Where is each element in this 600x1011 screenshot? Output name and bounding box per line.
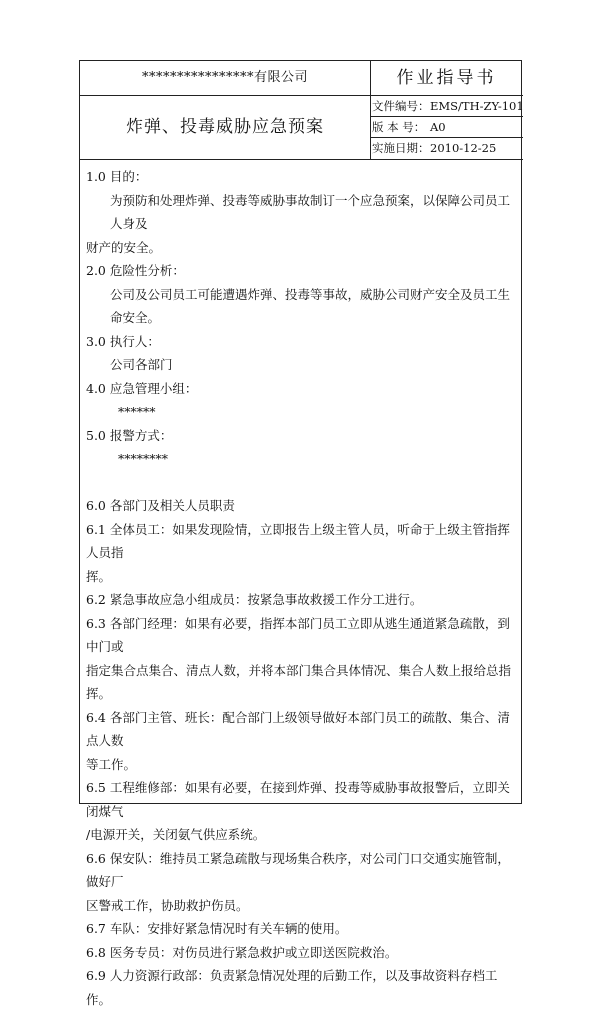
document-type: 作业指导书 — [396, 68, 497, 88]
version-value: A0 — [430, 120, 446, 134]
document-frame — [79, 60, 524, 1007]
section-5-title: 5.0 报警方式： — [86, 427, 173, 443]
section-1-text-cont: 财产的安全。 — [86, 239, 162, 255]
item-6-5: 6.5 工程维修部：如果有必要，在接到炸弹、投毒等威胁事故报警后，立即关闭煤气 — [86, 780, 510, 819]
version-label: 版 本 号： — [372, 120, 426, 134]
company-name: ****************有限公司 — [141, 70, 308, 85]
doc-number-row — [372, 96, 522, 116]
item-6-2: 6.2 紧急事故应急小组成员：按紧急事故救援工作分工进行。 — [86, 592, 423, 607]
item-6-1: 6.1 全体员工：如果发现险情，立即报告上级主管人员，听命于上级主管指挥人员指 — [86, 521, 510, 560]
date-label: 实施日期： — [372, 141, 430, 155]
doc-number-value: EMS/TH-ZY-101 — [430, 99, 524, 113]
section-6-title: 6.0 各部门及相关人员职责 — [86, 498, 235, 513]
section-5-text: ******** — [118, 451, 168, 466]
item-6-6-cont: 区警戒工作，协助救护伤员。 — [86, 897, 249, 913]
item-6-8: 6.8 医务专员：对伤员进行紧急救护或立即送医院救治。 — [86, 944, 398, 960]
section-1-title: 1.0 目的： — [86, 169, 148, 184]
item-6-9: 6.9 人力资源行政部：负责紧急情况处理的后勤工作，以及事故资料存档工作。 — [86, 968, 498, 1007]
item-6-3-cont: 指定集合点集合、清点人数，并将本部门集合具体情况、集合人数上报给总指挥。 — [86, 662, 512, 701]
section-2-title: 2.0 危险性分析： — [86, 263, 185, 278]
item-6-5-cont: /电源开关，关闭氨气供应系统。 — [86, 827, 266, 842]
document-title: 炸弹、投毒威胁应急预案 — [126, 117, 324, 137]
blank-line — [86, 471, 518, 495]
doc-number-label: 文件编号： — [372, 99, 430, 113]
section-4-text: ****** — [118, 404, 156, 419]
section-2-text: 公司及公司员工可能遭遇炸弹、投毒等事故，威胁公司财产安全及员工生命安全。 — [110, 286, 511, 325]
section-3-title: 3.0 执行人： — [86, 333, 160, 349]
date-row — [372, 138, 522, 158]
item-6-4: 6.4 各部门主管、班长：配合部门上级领导做好本部门员工的疏散、集合、清点人数 — [86, 709, 510, 748]
item-6-7: 6.7 车队：安排好紧急情况时有关车辆的使用。 — [86, 921, 348, 936]
version-row — [372, 117, 522, 137]
item-6-6: 6.6 保安队：维持员工紧急疏散与现场集合秩序，对公司门口交通实施管制，做好厂 — [86, 850, 510, 889]
item-6-3: 6.3 各部门经理：如果有必要，指挥本部门员工立即从逃生通道紧急疏散，到中门或 — [86, 615, 510, 654]
item-6-1-cont: 挥。 — [86, 568, 112, 584]
document-body — [86, 165, 518, 1011]
section-4-title: 4.0 应急管理小组： — [86, 380, 198, 396]
header-bottom-divider — [80, 159, 523, 160]
section-3-text: 公司各部门 — [110, 357, 173, 372]
date-value: 2010-12-25 — [430, 141, 497, 155]
section-1-text: 为预防和处理炸弹、投毒等威胁事故制订一个应急预案，以保障公司员工人身及 — [110, 192, 511, 231]
item-6-4-cont: 等工作。 — [86, 756, 137, 772]
